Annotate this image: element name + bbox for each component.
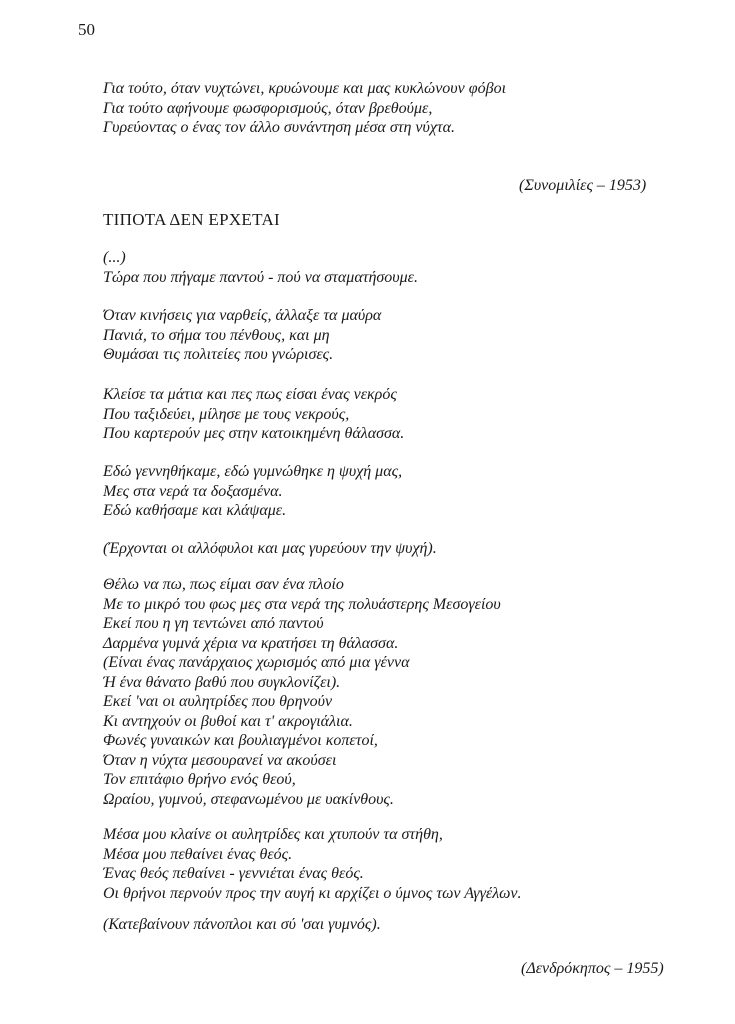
verse-line: (Έρχονται οι αλλόφυλοι και μας γυρεύουν την ψυχή). [103, 540, 437, 557]
stanza-7 [103, 825, 522, 903]
verse-line: Φωνές γυναικών και βουλιαγμένοι κοπετοί, [103, 732, 378, 749]
verse-line: Μέσα μου πεθαίνει ένας θεός. [103, 845, 293, 863]
verse-line: Για τούτο, όταν νυχτώνει, κρυώνουμε και μας κυκλώνουν φόβοι [103, 80, 507, 97]
verse-line: (...) [103, 249, 126, 266]
verse-line: Μέσα μου κλαίνε οι αυλητρίδες και χτυπούν τα στήθη, [103, 826, 443, 843]
poem-title: ΤΙΠΟΤΑ ΔΕΝ ΕΡΧΕΤΑΙ [103, 210, 280, 229]
verse-line: Εδώ καθήσαμε και κλάψαμε. [103, 502, 287, 519]
verse-line: Θέλω να πω, πως είμαι σαν ένα πλοίο [103, 576, 344, 593]
verse-line: Πανιά, το σήμα του πένθους, και μη [103, 326, 330, 344]
verse-line: Για τούτο αφήνουμε φωσφορισμούς, όταν βρεθούμε, [103, 99, 433, 117]
verse-line: Ή ένα θάνατο βαθύ που συγκλονίζει). [103, 673, 341, 691]
stanza-8 [103, 915, 381, 935]
stanza-3 [103, 385, 404, 444]
verse-line: Ένας θεός πεθαίνει - γεννιέται ένας θεός. [103, 865, 364, 882]
verse-line: Οι θρήνοι περνούν προς την αυγή κι αρχίζει ο ύμνος των Αγγέλων. [103, 884, 522, 902]
verse-line: Δαρμένα γυμνά χέρια να κρατήσει τη θάλασσα. [103, 634, 399, 652]
verse-line: Εκεί που η γη τεντώνει από παντού [103, 615, 324, 632]
stanza-4 [103, 462, 402, 521]
verse-line: Τον επιτάφιο θρήνο ενός θεού, [103, 771, 296, 788]
attribution-1955: (Δενδρόκηπος – 1955) [521, 960, 664, 977]
verse-line: Όταν κινήσεις για ναρθείς, άλλαξε τα μαύρα [103, 307, 382, 324]
intro-stanza [103, 79, 506, 138]
verse-line: Μες στα νερά τα δοξασμένα. [103, 482, 283, 500]
verse-line: Εκεί 'ναι οι αυλητρίδες που θρηνούν [103, 693, 333, 710]
attribution-1953: (Συνομιλίες – 1953) [519, 177, 647, 194]
verse-line: Κι αντηχούν οι βυθοί και τ' ακρογιάλια. [103, 712, 353, 730]
verse-line: Γυρεύοντας ο ένας τον άλλο συνάντηση μέσα στη νύχτα. [103, 119, 455, 136]
verse-line: Κλείσε τα μάτια και πες πως είσαι ένας νεκρός [103, 386, 397, 403]
stanza-5 [103, 539, 437, 559]
verse-line: (Είναι ένας πανάρχαιος χωρισμός από μια γέννα [103, 654, 410, 671]
stanza-2 [103, 306, 381, 365]
verse-line: Τώρα που πήγαμε παντού - πού να σταματήσουμε. [103, 268, 418, 286]
verse-line: Που καρτερούν μες στην κατοικημένη θάλασσα. [103, 425, 405, 442]
verse-line: Με το μικρό του φως μες στα νερά της πολυάστερης Μεσογείου [103, 595, 501, 613]
stanza-1 [103, 248, 418, 287]
verse-line: Θυμάσαι τις πολιτείες που γνώρισες. [103, 346, 334, 363]
page-number: 50 [78, 20, 95, 39]
verse-line: Όταν η νύχτα μεσουρανεί να ακούσει [103, 751, 337, 769]
verse-line: (Κατεβαίνουν πάνοπλοι και σύ 'σαι γυμνός). [103, 916, 381, 933]
verse-line: Που ταξιδεύει, μίλησε με τους νεκρούς, [103, 405, 350, 423]
verse-line: Εδώ γεννηθήκαμε, εδώ γυμνώθηκε η ψυχή μας, [103, 463, 403, 480]
stanza-6 [103, 575, 501, 809]
verse-line: Ωραίου, γυμνού, στεφανωμένου με υακίνθους. [103, 790, 394, 808]
